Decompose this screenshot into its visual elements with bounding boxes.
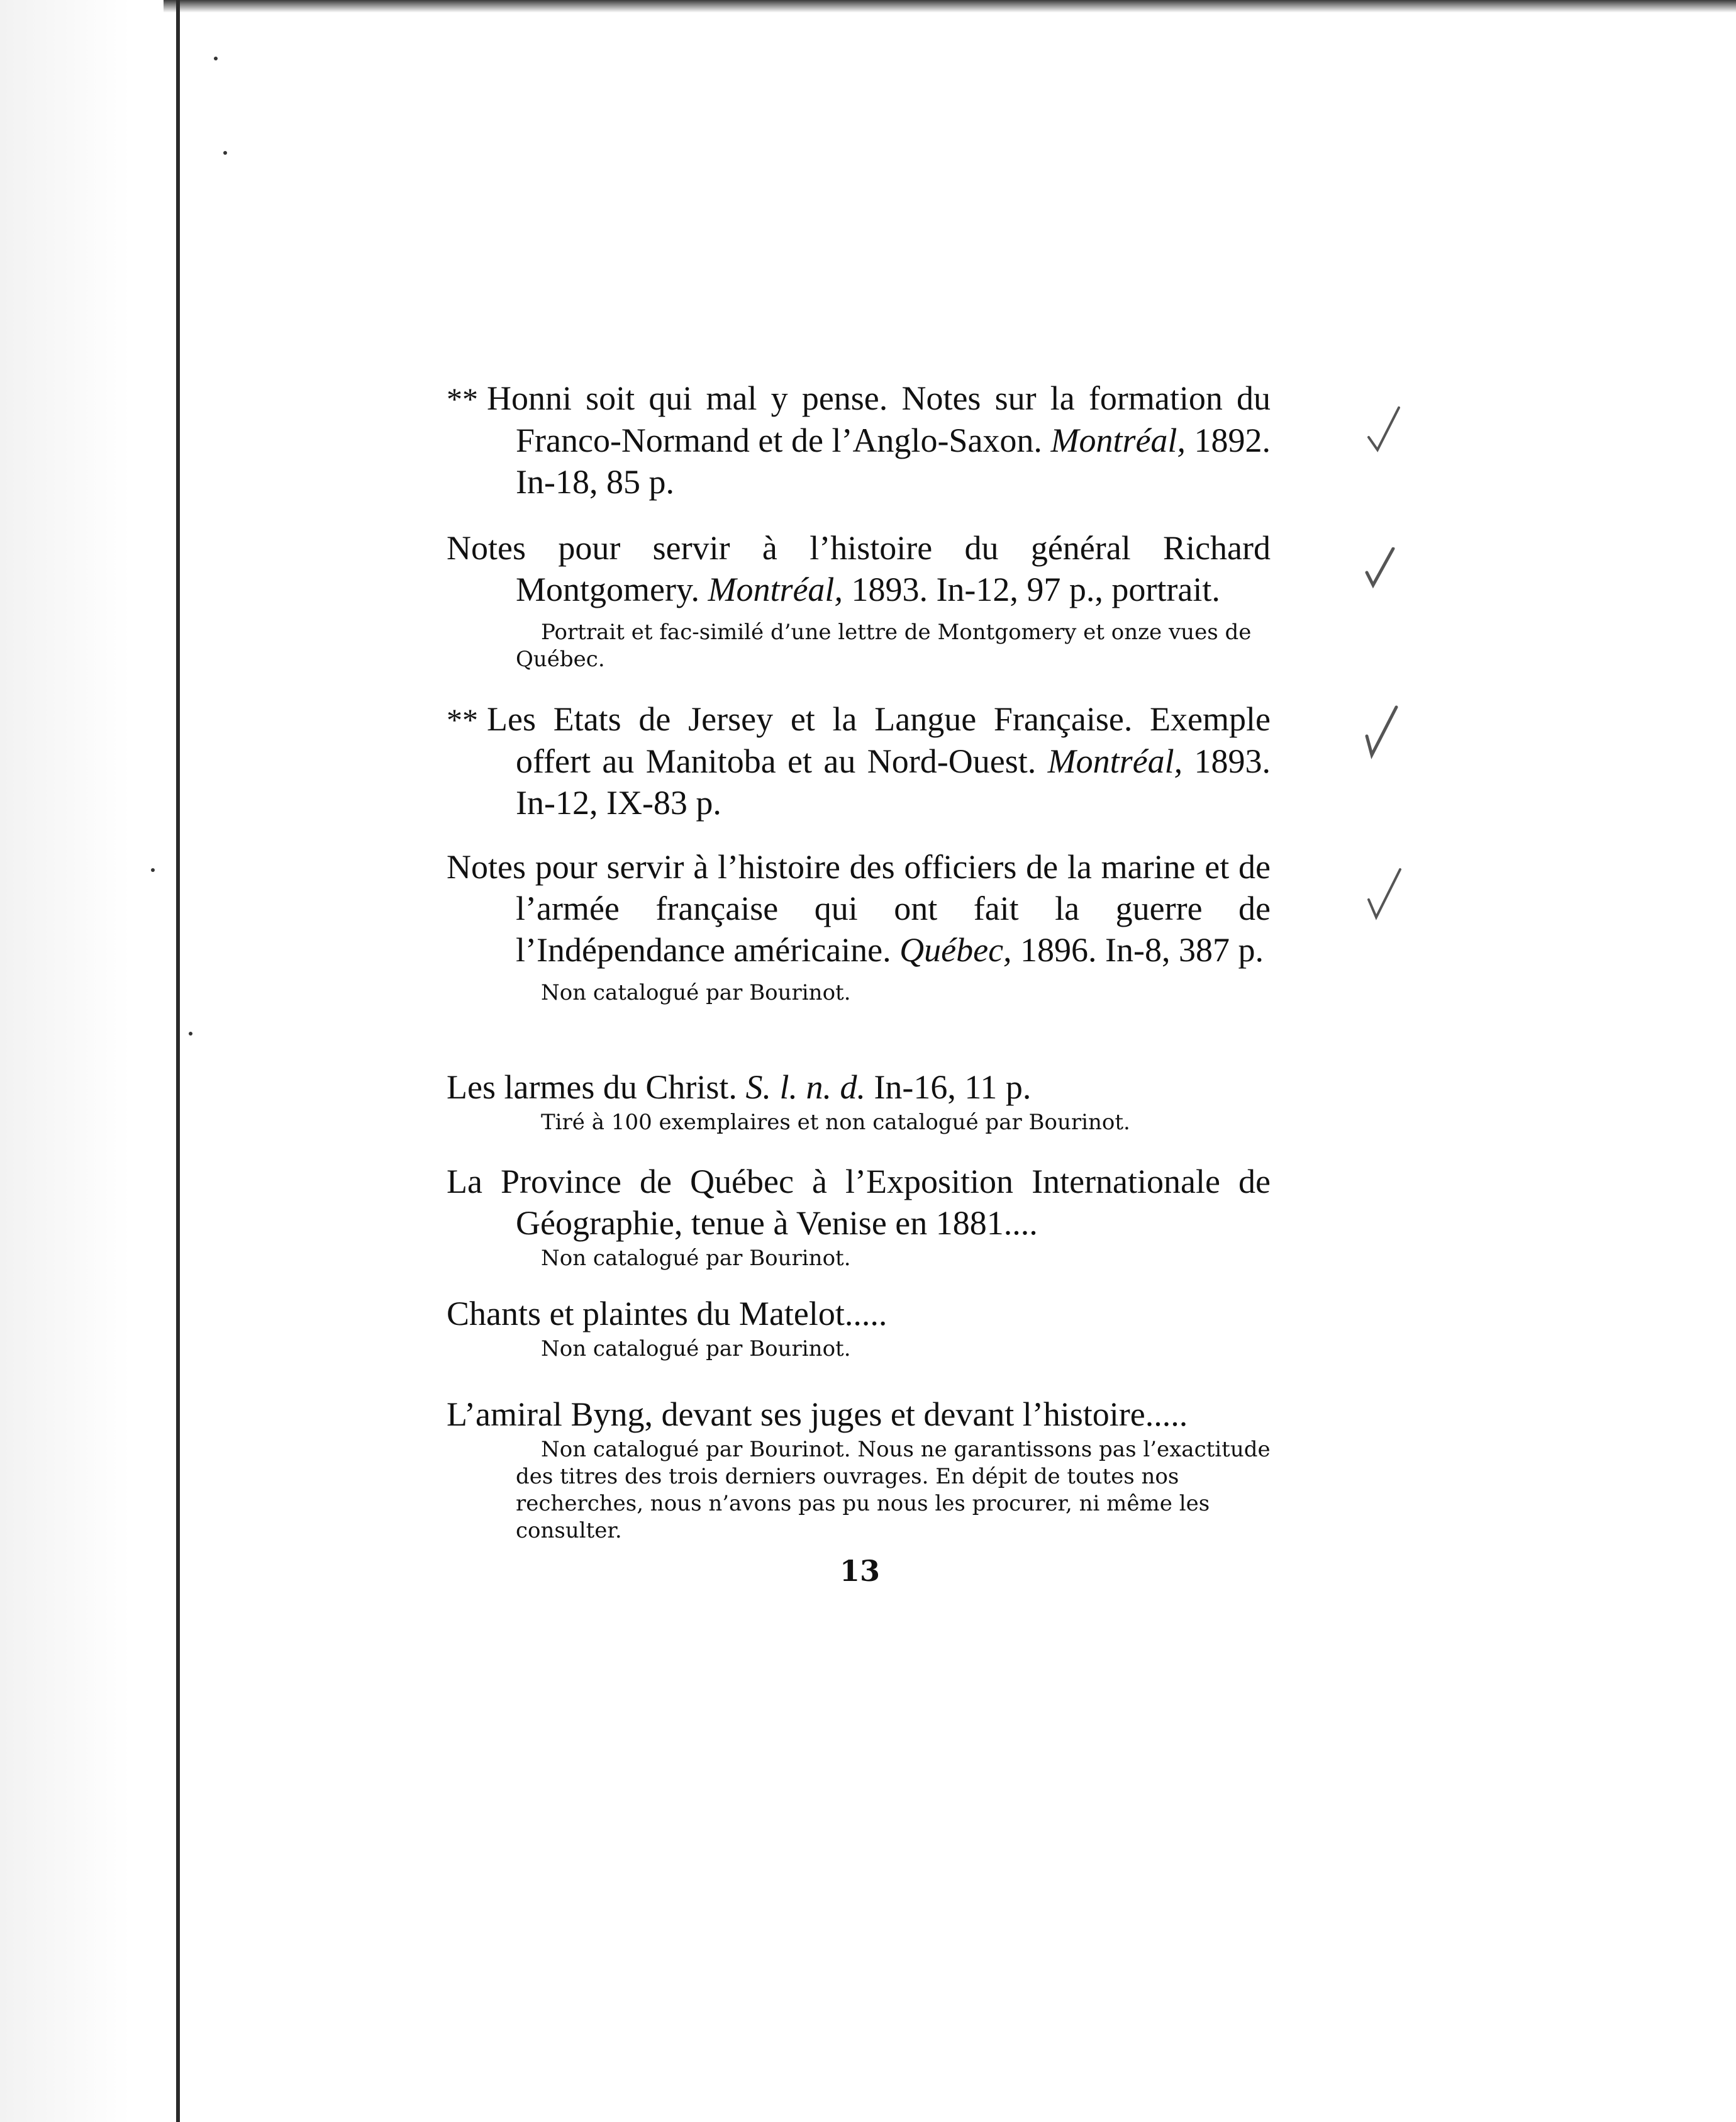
bibliography-entry	[447, 527, 1271, 673]
bibliography-entry	[447, 1066, 1271, 1136]
bibliography-entry	[447, 846, 1271, 1007]
entry-details: 1892. In-18, 85 p.	[516, 422, 1271, 501]
entry-citation	[447, 1393, 1271, 1435]
scan-speck	[189, 1032, 192, 1036]
entry-details: In-16, 11 p.	[874, 1068, 1032, 1106]
bibliography-entry	[447, 1293, 1271, 1363]
entry-place: Québec,	[899, 931, 1012, 969]
entry-citation	[447, 846, 1271, 971]
entry-note: Non catalogué par Bourinot.	[541, 1336, 851, 1361]
pencil-checkmark-icon	[1365, 868, 1403, 925]
entry-note: Non catalogué par Bourinot.	[541, 980, 851, 1005]
scan-speck	[151, 868, 155, 872]
pencil-checkmark-icon	[1365, 403, 1403, 459]
entry-title: La Province de Québec à l’Exposition Internationale de Géographie, tenue à Venise en 1881....	[447, 1163, 1271, 1242]
entry-citation	[447, 377, 1271, 503]
entry-details: 1893. In-12, 97 p., portrait.	[851, 571, 1220, 608]
entry-title: Les Etats de Jersey et la Langue Française. Exemple offert au Manitoba et au Nord-Ouest.	[487, 700, 1271, 780]
scan-speck	[223, 151, 227, 155]
pencil-checkmark-icon	[1362, 547, 1399, 604]
entry-title: Les larmes du Christ.	[447, 1068, 737, 1106]
page-number: 13	[840, 1554, 881, 1588]
entry-title: Notes pour servir à l’histoire des officiers de la marine et de l’armée française qui ont fait la guerre de l’Indépendance américaine.	[447, 848, 1271, 969]
entry-citation	[447, 1293, 1271, 1334]
entry-title: L’amiral Byng, devant ses juges et devant l’histoire.....	[447, 1395, 1188, 1433]
entry-citation	[447, 698, 1271, 824]
entry-title: Notes pour servir à l’histoire du général Richard Montgomery.	[447, 529, 1271, 608]
pencil-checkmark-icon	[1362, 705, 1399, 761]
double-asterisk-mark: **	[447, 381, 478, 416]
binding-gutter-line	[176, 0, 180, 2122]
entry-title: Chants et plaintes du Matelot.....	[447, 1295, 887, 1332]
bibliography-entry	[447, 377, 1271, 503]
entry-citation	[447, 527, 1271, 610]
entry-place: Montréal,	[1047, 742, 1183, 780]
bibliography-entry	[447, 698, 1271, 824]
entry-title: Honni soit qui mal y pense. Notes sur la formation du Franco-Normand et de l’Anglo-Saxon.	[487, 379, 1271, 459]
scan-top-edge	[0, 0, 1736, 13]
entry-place: Montréal,	[1050, 422, 1186, 459]
entry-details: 1893. In-12, IX-83 p.	[516, 742, 1271, 822]
entry-note: Non catalogué par Bourinot. Nous ne garantissons pas l’exactitude des titres des trois derniers ouvrages. En dépit de toutes nos recherches, nous n’avons pas pu nous les procurer, ni même les consulter.	[516, 1437, 1271, 1543]
scan-left-gutter	[0, 0, 164, 2122]
entry-note: Tiré à 100 exemplaires et non catalogué par Bourinot.	[541, 1110, 1130, 1135]
entry-citation	[447, 1161, 1271, 1244]
scan-speck	[214, 57, 218, 60]
entry-place: S. l. n. d.	[745, 1068, 865, 1106]
bibliography-entry	[447, 1393, 1271, 1544]
entry-citation	[447, 1066, 1271, 1108]
entry-place: Montréal,	[708, 571, 843, 608]
entry-note: Portrait et fac-similé d’une lettre de Montgomery et onze vues de Québec.	[516, 620, 1252, 672]
bibliography-entry	[447, 1161, 1271, 1272]
double-asterisk-mark: **	[447, 702, 478, 737]
entry-note: Non catalogué par Bourinot.	[541, 1246, 851, 1271]
entry-details: 1896. In-8, 387 p.	[1020, 931, 1264, 969]
